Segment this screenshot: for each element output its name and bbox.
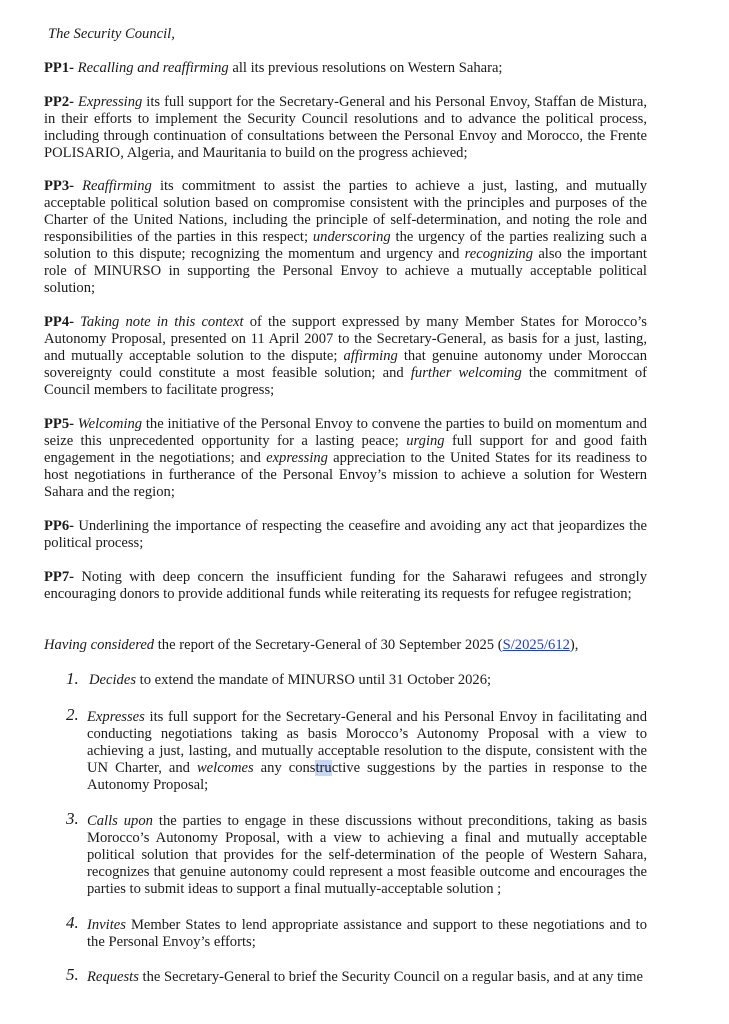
having-considered-text: the report of the Secretary-General of 30 September 2025 (: [154, 637, 503, 653]
italic-phrase: Requests: [87, 969, 139, 985]
italic-phrase: Welcoming: [77, 416, 143, 432]
body-text: Member States to lend appropriate assistance and support to these negotiations and to the Personal Envoy’s efforts;: [87, 917, 647, 950]
paragraph-label: PP1-: [44, 60, 74, 76]
paragraph-label: PP6-: [44, 518, 74, 534]
body-text: its full support for the Secretary-General and his Personal Envoy, Staffan de Mistura, in their efforts to implement the Security Council resolutions and to advance the political process, including through continuation of consultations between the Personal Envoy and Morocco, the Frente POLISARIO, Algeria, and Mauritania to build on the progress achieved;: [44, 94, 647, 161]
italic-phrase: Taking note in this context: [80, 314, 244, 330]
operative-text: [89, 672, 649, 689]
operative-number: 4.: [66, 913, 79, 932]
body-text: the Secretary-General to brief the Security Council on a regular basis, and at any time: [138, 969, 644, 985]
preambular-paragraph-pp7: [44, 569, 647, 603]
italic-phrase: Reaffirming: [82, 178, 152, 194]
italic-phrase: Invites: [87, 917, 126, 933]
operative-text: [87, 709, 647, 794]
italic-phrase: Expressing: [78, 94, 143, 110]
italic-phrase: affirming: [343, 348, 398, 364]
italic-phrase: Recalling and reaffirming: [77, 60, 229, 76]
body-text: to extend the mandate of MINURSO until 31 October 2026;: [136, 672, 492, 688]
body-text: Underlining the importance of respecting the ceasefire and avoiding any act that jeopardizes the political process;: [44, 518, 647, 551]
body-text: of the support expressed by many Member States for Morocco’s Autonomy Proposal, presented on 11 April 2007 to the Secretary-General, as basis for a just, lasting, and mutually acceptable solution to the dispute;: [44, 314, 647, 364]
operative-text: [87, 813, 647, 898]
body-text: any cons: [253, 760, 316, 776]
paragraph-label: PP2-: [44, 94, 74, 110]
preambular-paragraph-pp5: [44, 416, 647, 501]
body-text: that genuine autonomy under Moroccan sovereignty could constitute a most feasible solution; and: [44, 348, 648, 381]
italic-phrase: Calls upon: [87, 813, 153, 829]
paragraph-label: PP5-: [44, 416, 74, 432]
report-link[interactable]: S/2025/612: [502, 637, 570, 653]
italic-phrase: expressing: [266, 450, 328, 466]
body-text: the urgency of the parties realizing such a solution to this dispute; recognizing the momentum and urgency and: [44, 229, 648, 262]
body-text: ctive suggestions by the parties in response to the Autonomy Proposal;: [87, 760, 647, 793]
body-text: Noting with deep concern the insufficient funding for the Saharawi refugees and strongly encouraging donors to provide additional funds while reiterating its requests for refugee registration;: [44, 569, 647, 602]
body-text: [74, 178, 82, 194]
italic-phrase: Expresses: [87, 709, 145, 725]
italic-phrase: Decides: [89, 672, 137, 688]
opening-text: The Security Council,: [48, 26, 175, 42]
operative-number: 3.: [66, 809, 79, 828]
italic-phrase: underscoring: [312, 229, 391, 245]
operative-number: 2.: [66, 705, 79, 724]
preambular-paragraph-pp1: [44, 60, 647, 77]
body-text: appreciation to the United States for its readiness to host negotiations in furtherance of the Personal Envoy’s mission to achieve a solution for Western Sahara and the region;: [44, 450, 648, 500]
operative-number: 5.: [66, 965, 79, 984]
italic-phrase: welcomes: [196, 760, 254, 776]
italic-phrase: further welcoming: [410, 365, 522, 381]
having-considered-paragraph: [44, 637, 647, 654]
body-text: also the important role of MINURSO in supporting the Personal Envoy to achieve a mutually acceptable political solution;: [44, 246, 647, 296]
body-text: all its previous resolutions on Western Sahara;: [228, 60, 503, 76]
operative-number: 1.: [66, 669, 79, 688]
body-text: full support for and good faith engagement in the negotiations; and: [44, 433, 647, 466]
preambular-paragraph-pp6: [44, 518, 647, 552]
preambular-paragraph-pp2: [44, 94, 647, 162]
operative-text: [87, 917, 647, 951]
body-text: the initiative of the Personal Envoy to convene the parties to build on momentum and seize this unprecedented opportunity for a lasting peace;: [44, 416, 647, 449]
preambular-paragraph-pp4: [44, 314, 647, 399]
having-considered-tail: ),: [569, 637, 579, 653]
paragraph-label: PP3-: [44, 178, 74, 194]
having-considered-lead: Having considered: [44, 637, 155, 653]
opening-line: [48, 26, 651, 43]
italic-phrase: recognizing: [464, 246, 534, 262]
body-text: its full support for the Secretary-General and his Personal Envoy in facilitating and conducting negotiations taking as basis Morocco’s Autonomy Proposal with a view to achieving a just, lasting, and mutually acceptable resolution to the dispute, consistent with the UN Charter, and: [87, 709, 647, 776]
body-text: its commitment to assist the parties to achieve a just, lasting, and mutually acceptable political solution based on compromise consistent with the principles and purposes of the Charter of the United Nations, including the principle of self-determination, and noting the role and responsibilities of the parties in this respect;: [44, 178, 648, 245]
selected-text-highlight: tru: [315, 760, 332, 776]
preambular-paragraph-pp3: [44, 178, 647, 297]
paragraph-label: PP7-: [44, 569, 74, 585]
paragraph-label: PP4-: [44, 314, 74, 330]
italic-phrase: urging: [406, 433, 445, 449]
body-text: the parties to engage in these discussions without preconditions, taking as basis Morocco’s Autonomy Proposal, with a view to achieving a final and mutually acceptable political solution that provides for the self-determination of the people of Western Sahara, recognizes that genuine autonomy could represent a most feasible outcome and encourages the parties to submit ideas to support a final mutually-acceptable solution ;: [87, 813, 648, 897]
operative-text: [87, 969, 647, 986]
body-text: the commitment of Council members to facilitate progress;: [44, 365, 647, 398]
